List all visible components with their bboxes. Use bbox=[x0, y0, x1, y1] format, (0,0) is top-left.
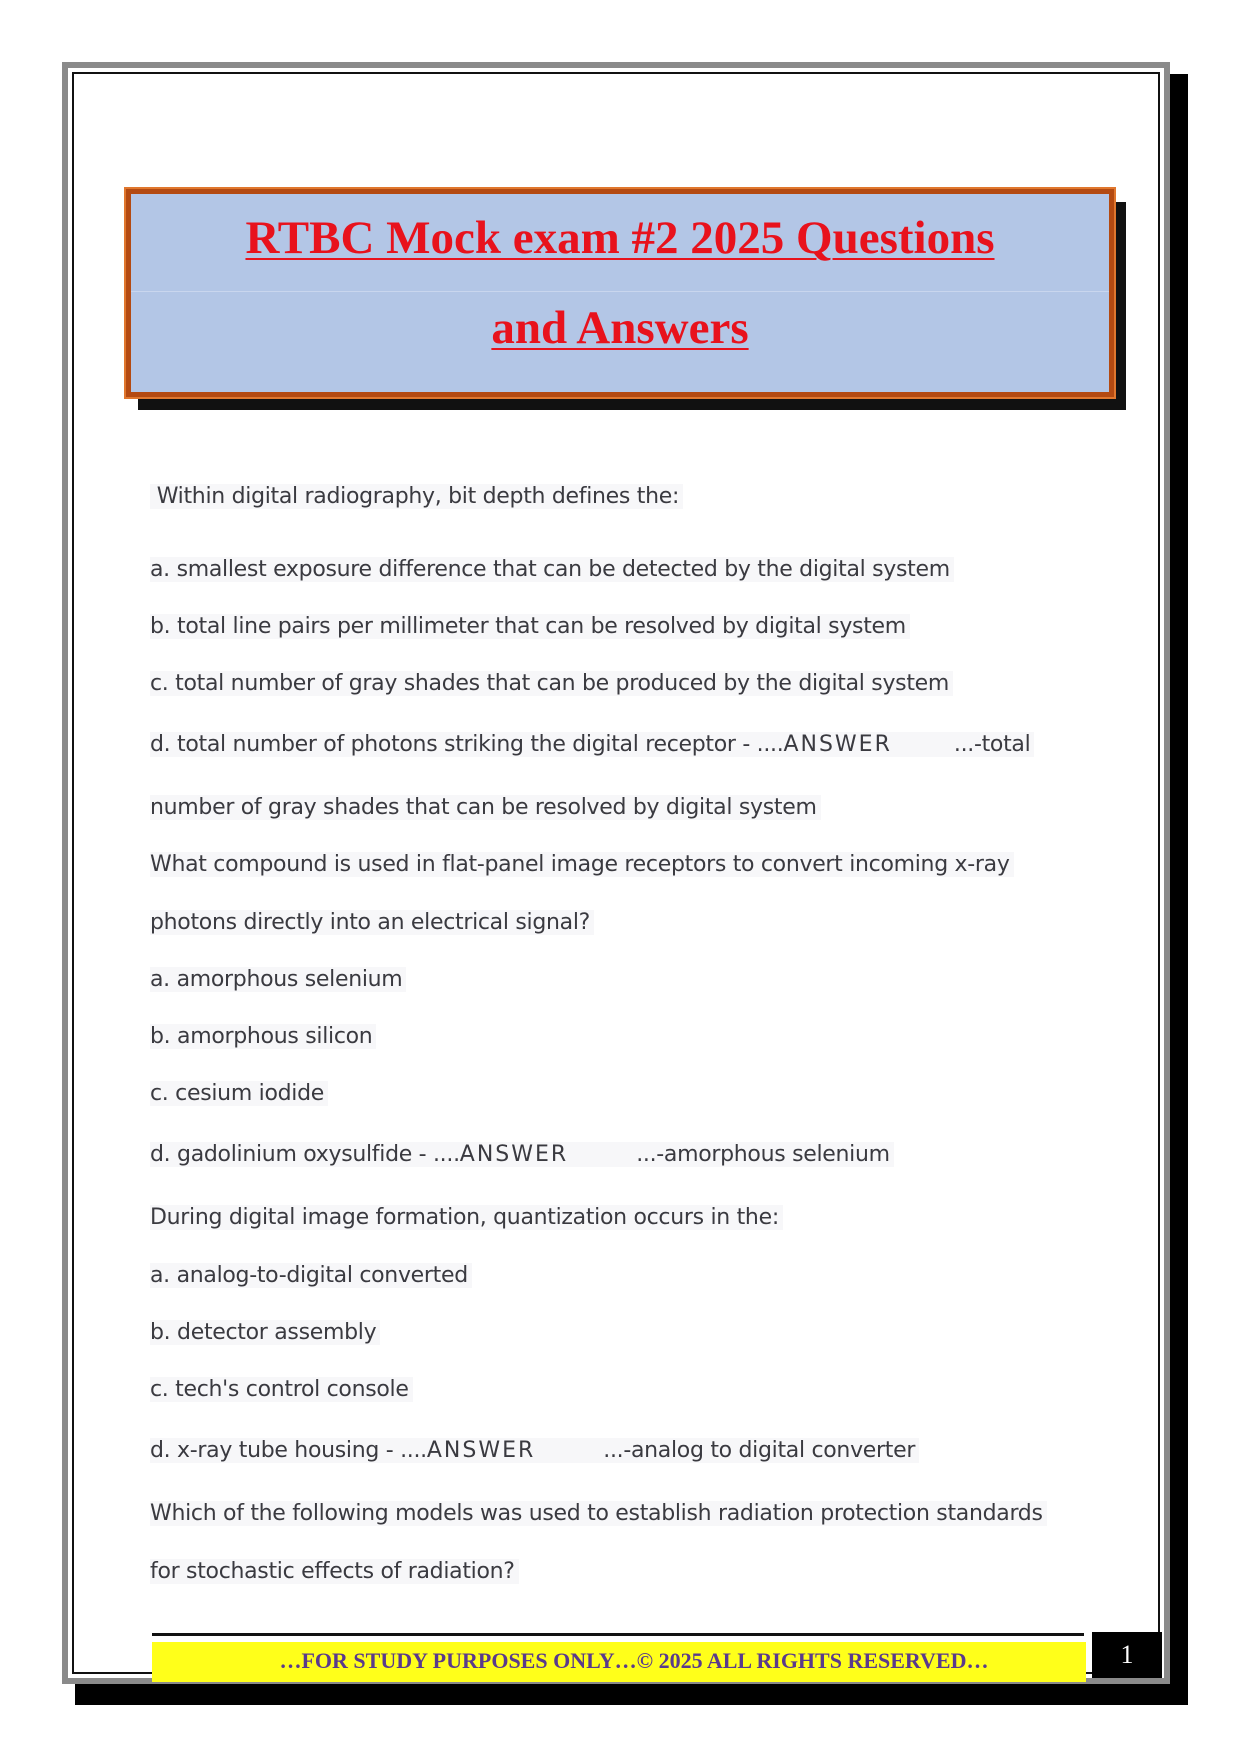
question-2-stem-line-1: What compound is used in flat-panel image receptors to convert incoming x-ray bbox=[150, 850, 1014, 880]
question-3-stem: During digital image formation, quantization occurs in the: bbox=[150, 1203, 783, 1233]
title-divider bbox=[131, 291, 1109, 292]
document-title-line-2: and Answers bbox=[491, 302, 749, 354]
question-1-option-a: a. smallest exposure difference that can be detected by the digital system bbox=[150, 555, 954, 585]
question-3-option-d-answer: d. x-ray tube housing - ....ANSWER ...-analog to digital converter bbox=[150, 1436, 919, 1466]
question-2-option-a: a. amorphous selenium bbox=[150, 965, 406, 995]
question-1-option-c: c. total number of gray shades that can be produced by the digital system bbox=[150, 669, 953, 699]
question-1-option-d-answer: d. total number of photons striking the digital receptor - ....ANSWER ...-total bbox=[150, 730, 1034, 760]
question-2-stem-line-2: photons directly into an electrical signal? bbox=[150, 908, 594, 938]
answer-label: ANSWER bbox=[459, 1142, 569, 1167]
footer-copyright-text: …FOR STUDY PURPOSES ONLY…© 2025 ALL RIGHTS RESERVED… bbox=[279, 1648, 989, 1673]
question-4-stem-line-1: Which of the following models was used to establish radiation protection standards bbox=[150, 1499, 1047, 1529]
question-1-option-b: b. total line pairs per millimeter that can be resolved by digital system bbox=[150, 612, 910, 642]
page-number-box bbox=[1092, 1632, 1162, 1678]
question-2-option-c: c. cesium iodide bbox=[150, 1079, 328, 1109]
question-1-answer-continued: number of gray shades that can be resolved by digital system bbox=[150, 793, 821, 823]
answer-label: ANSWER bbox=[426, 1438, 536, 1463]
footer-bar bbox=[152, 1642, 1086, 1682]
question-2-option-b: b. amorphous silicon bbox=[150, 1022, 376, 1052]
question-3-option-a: a. analog-to-digital converted bbox=[150, 1261, 472, 1291]
answer-label: ANSWER bbox=[783, 732, 892, 757]
question-1-stem: Within digital radiography, bit depth defines the: bbox=[150, 482, 683, 512]
page-number: 1 bbox=[1120, 1640, 1134, 1669]
title-box bbox=[126, 189, 1114, 397]
question-2-option-d-answer: d. gadolinium oxysulfide - ....ANSWER ...-amorphous selenium bbox=[150, 1140, 894, 1170]
question-4-stem-line-2: for stochastic effects of radiation? bbox=[150, 1557, 519, 1587]
footer-rule bbox=[152, 1633, 1084, 1636]
document-title-line-1: RTBC Mock exam #2 2025 Questions bbox=[245, 212, 995, 264]
question-3-option-c: c. tech's control console bbox=[150, 1375, 413, 1405]
question-3-option-b: b. detector assembly bbox=[150, 1318, 380, 1348]
